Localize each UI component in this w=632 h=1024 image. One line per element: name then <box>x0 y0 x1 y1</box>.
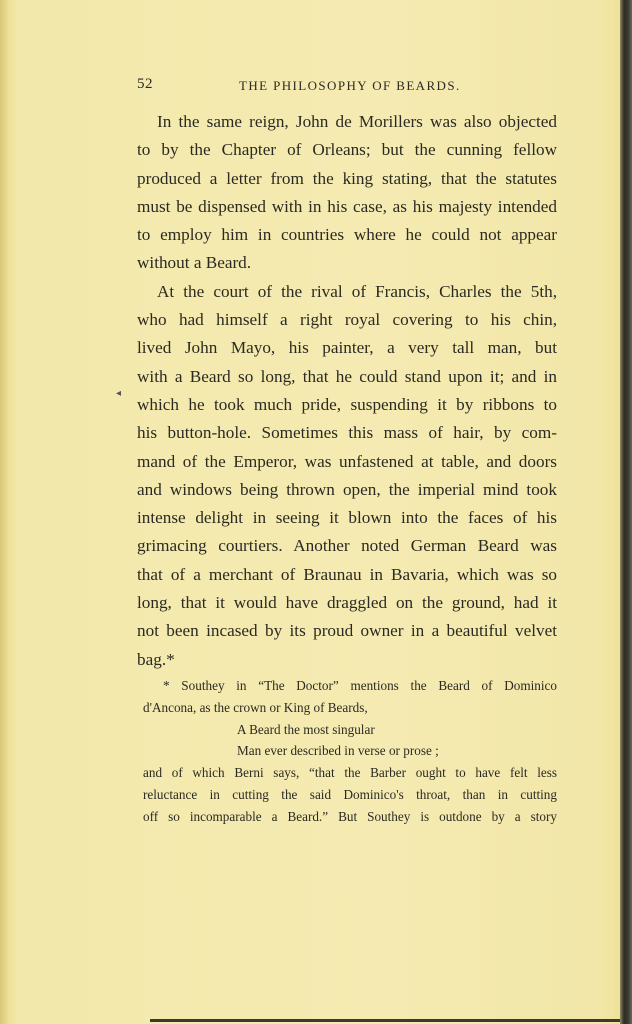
body-text <box>137 108 557 674</box>
body-line: mand of the Emperor, was unfastened at table, and doors <box>137 451 557 471</box>
body-line: who had himself a right royal covering to his chin, <box>137 310 557 330</box>
margin-mark: ◂ <box>116 388 122 399</box>
body-line: his button-hole. Sometimes this mass of hair, by com- <box>137 423 557 443</box>
footnote-verse-line: Man ever described in verse or prose ; <box>237 743 439 759</box>
body-line: produced a letter from the king stating, that the statutes <box>137 168 557 188</box>
body-line: to employ him in countries where he could not appear <box>137 225 557 245</box>
body-line: intense delight in seeing it blown into the faces of his <box>137 508 557 528</box>
body-line: that of a merchant of Braunau in Bavaria, which was so <box>137 564 557 584</box>
body-line: lived John Mayo, his painter, a very tall man, but <box>137 338 557 358</box>
footnote <box>143 675 557 828</box>
footnote-line: d'Ancona, as the crown or King of Beards, <box>143 699 368 715</box>
body-line: bag.* <box>137 649 175 669</box>
page-edge <box>620 0 632 1024</box>
footnote-line: reluctance in cutting the said Dominico's throat, than in cutting <box>143 786 557 802</box>
page-number: 52 <box>137 76 153 92</box>
body-line: and windows being thrown open, the imperial mind took <box>137 479 557 499</box>
page-header <box>137 76 557 98</box>
footnote-verse-line: A Beard the most singular <box>237 721 375 737</box>
footnote-line: off so incomparable a Beard.” But Southey is outdone by a story <box>143 808 557 824</box>
body-line: grimacing courtiers. Another noted German Beard was <box>137 536 557 556</box>
body-line: not been incased by its proud owner in a beautiful velvet <box>137 621 557 641</box>
body-line: must be dispensed with in his case, as his majesty intended <box>137 196 557 216</box>
body-line: to by the Chapter of Orleans; but the cunning fellow <box>137 140 557 160</box>
body-line: with a Beard so long, that he could stand upon it; and in <box>137 366 557 386</box>
page-spine-shadow <box>0 0 8 1024</box>
body-line: without a Beard. <box>137 253 252 273</box>
footnote-line: * Southey in “The Doctor” mentions the Beard of Dominico <box>163 678 557 693</box>
body-line: At the court of the rival of Francis, Charles the 5th, <box>157 281 557 301</box>
running-title: THE PHILOSOPHY OF BEARDS. <box>239 78 461 93</box>
body-line: In the same reign, John de Morillers was also objected <box>157 112 557 131</box>
body-line: long, that it would have draggled on the ground, had it <box>137 593 557 613</box>
footnote-line: and of which Berni says, “that the Barber ought to have felt less <box>143 765 557 781</box>
body-line: which he took much pride, suspending it by ribbons to <box>137 394 557 414</box>
page-bottom-edge <box>150 1019 620 1022</box>
